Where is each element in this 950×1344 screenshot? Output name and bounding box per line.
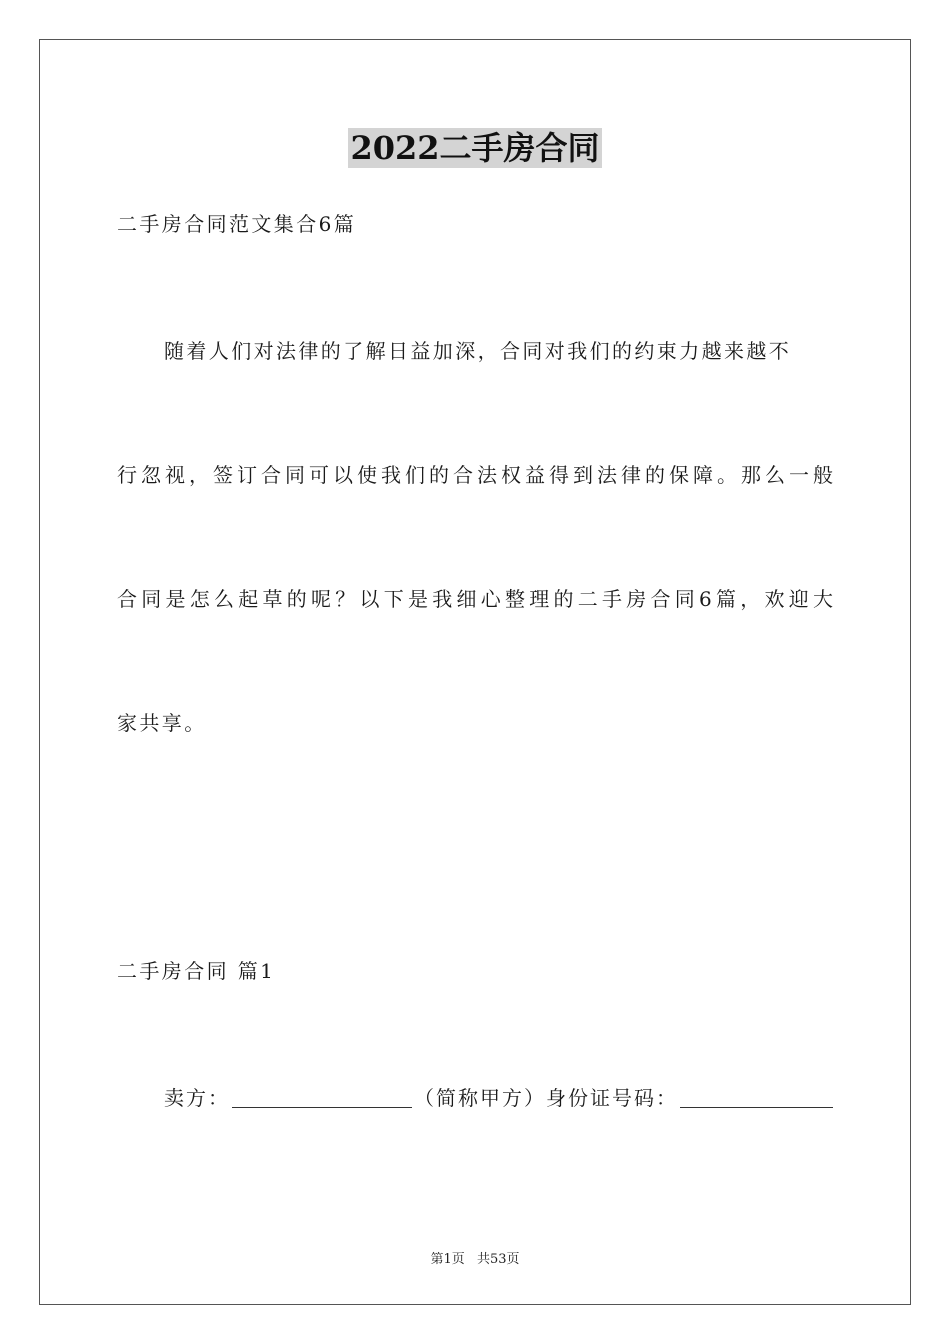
section-heading: 二手房合同 篇1	[117, 959, 276, 983]
seller-field-row	[164, 1083, 835, 1111]
page-total: 共53页	[476, 1252, 520, 1267]
document-title: 2022二手房合同	[350, 129, 600, 167]
page-current: 第1页	[430, 1252, 465, 1267]
page-footer	[0, 1248, 950, 1267]
seller-note: （简称甲方）身份证号码：	[414, 1086, 678, 1110]
seller-name-blank	[232, 1087, 412, 1108]
intro-line-4: 家共享。	[117, 711, 207, 735]
title-wrap	[0, 128, 950, 168]
seller-label: 卖方：	[164, 1086, 230, 1110]
intro-line-2: 行忽视，签订合同可以使我们的合法权益得到法律的保障。那么一般	[117, 463, 833, 487]
intro-line-3: 合同是怎么起草的呢？以下是我细心整理的二手房合同6篇，欢迎大	[117, 587, 833, 611]
intro-line-1: 随着人们对法律的了解日益加深，合同对我们的约束力越来越不	[164, 339, 792, 363]
document-subtitle: 二手房合同范文集合6篇	[117, 212, 357, 236]
seller-id-blank	[680, 1087, 833, 1108]
